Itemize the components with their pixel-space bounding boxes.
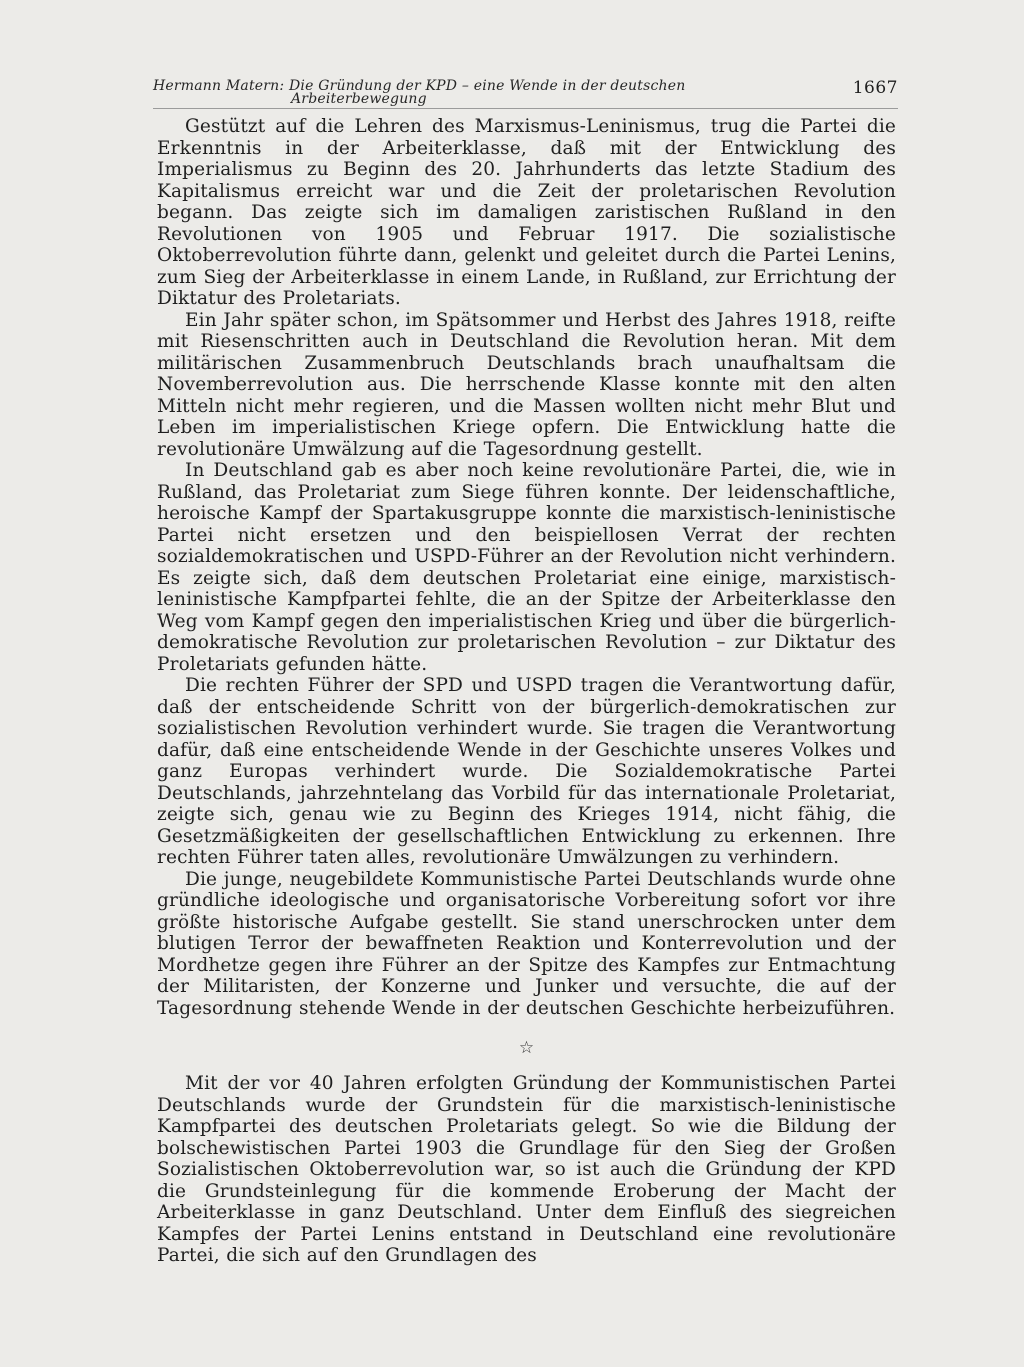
running-header [153,80,898,112]
header-title-line-2: Arbeiterbewegung [291,91,427,107]
paragraph: Gestützt auf die Lehren des Marxismus-Leninismus, trug die Partei die Erkenntnis in der Arbeiterklasse, daß mit der Entwicklung des Imperialismus zu Beginn des 20. Jahrhunderts das letzte Stadium des Kapitalismus erreicht war und die Zeit der proletarischen Revolution begann. Das zeigte sich im damaligen zaristischen Rußland in den Revolutionen von 1905 und Februar 1917. Die sozialistische Oktoberrevolution führte dann, gelenkt und geleitet durch die Partei Lenins, zum Sieg der Arbeiterklasse in einem Lande, in Rußland, zur Errichtung der Diktatur des Proletariats. [157,116,896,309]
paragraph: Ein Jahr später schon, im Spätsommer und Herbst des Jahres 1918, reifte mit Riesenschritten auch in Deutschland die Revolution heran. Mit dem militärischen Zusammenbruch Deutschlands brach unaufhaltsam die Novemberrevolution aus. Die herrschende Klasse konnte mit den alten Mitteln nicht mehr regieren, und die Massen wollten nicht mehr Blut und Leben im imperialistischen Kriege opfern. Die Entwicklung hatte die revolutionäre Umwälzung auf die Tagesordnung gestellt. [157,309,896,460]
paragraph: Die junge, neugebildete Kommunistische Partei Deutschlands wurde ohne gründliche ideologische und organisatorische Vorbereitung sofort vor ihre größte historische Aufgabe gestellt. Sie stand unerschrocken unter dem blutigen Terror der bewaffneten Reaktion und Konterrevolution und der Mordhetze gegen ihre Führer an der Spitze des Kampfes zur Entmachtung der Militaristen, der Konzerne und Junker und versuchte, die auf der Tagesordnung stehende Wende in der deutschen Geschichte herbeizuführen. [157,868,896,1019]
paragraph: In Deutschland gab es aber noch keine revolutionäre Partei, die, wie in Rußland, das Proletariat zum Siege führen konnte. Der leidenschaftliche, heroische Kampf der Spartakusgruppe konnte die marxistisch-leninistische Partei nicht ersetzen und den beispiellosen Verrat der rechten sozialdemokratischen und USPD-Führer an der Revolution nicht verhindern. Es zeigte sich, daß dem deutschen Proletariat eine einige, marxistisch-leninistische Kampfpartei fehlte, die an der Spitze der Arbeiterklasse den Weg vom Kampf gegen den imperialistischen Krieg und über die bürgerlich-demokratische Revolution zur proletarischen Revolution – zur Diktatur des Proletariats gefunden hätte. [157,460,896,675]
paragraph: Mit der vor 40 Jahren erfolgten Gründung der Kommunistischen Partei Deutschlands wurde der Grundstein für die marxistisch-leninistische Kampfpartei des deutschen Proletariats gelegt. So wie die Bildung der bolschewistischen Partei 1903 die Grundlage für den Sieg der Großen Sozialistischen Oktoberrevolution war, so ist auch die Gründung der KPD die Grundsteinlegung für die kommende Eroberung der Macht der Arbeiterklasse in ganz Deutschland. Unter dem Einfluß des siegreichen Kampfes der Partei Lenins entstand in Deutschland eine revolutionäre Partei, die sich auf den Grundlagen des [157,1073,896,1266]
section-separator-star-icon: ☆ [518,1038,535,1058]
body-text [157,116,896,1267]
header-title-line-1: Hermann Matern: Die Gründung der KPD – eine Wende in der deutschen [153,78,686,94]
page-number: 1667 [852,78,898,98]
running-header-title [153,80,773,106]
paragraph: Die rechten Führer der SPD und USPD tragen die Verantwortung dafür, daß der entscheidende Schritt von der bürgerlich-demokratischen zur sozialistischen Revolution verhindert wurde. Sie tragen die Verantwortung dafür, daß eine entscheidende Wende in der Geschichte unseres Volkes und ganz Europas verhindert wurde. Die Sozialdemokratische Partei Deutschlands, jahrzehntelang das Vorbild für das internationale Proletariat, zeigte sich, genau wie zu Beginn des Krieges 1914, nicht fähig, die Gesetzmäßigkeiten der gesellschaftlichen Entwicklung zu erkennen. Ihre rechten Führer taten alles, revolutionäre Umwälzungen zu verhindern. [157,675,896,868]
header-divider [153,108,898,109]
